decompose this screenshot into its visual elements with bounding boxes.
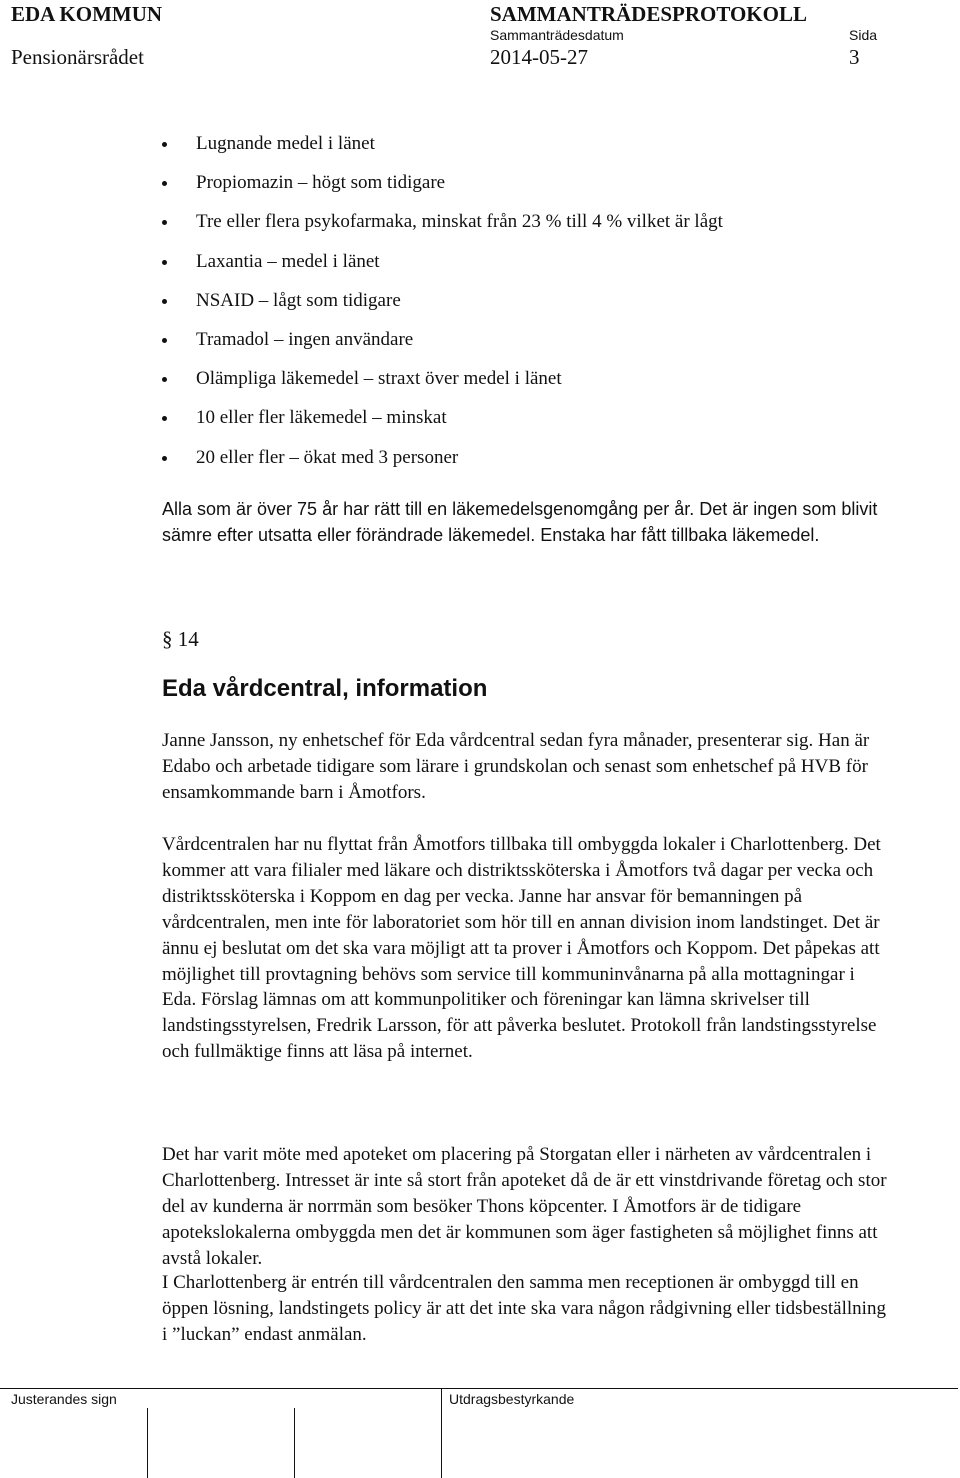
list-item-text: Tramadol – ingen användare <box>196 328 414 350</box>
list-item-text: NSAID – lågt som tidigare <box>196 289 401 311</box>
list-item <box>162 403 723 442</box>
list-item-text: Lugnande medel i länet <box>196 133 375 154</box>
bullet-icon <box>162 220 167 225</box>
list-item-text: 10 eller fler läkemedel – minskat <box>196 407 447 429</box>
bullet-icon <box>162 377 167 382</box>
list-item <box>162 168 723 207</box>
bullet-icon <box>162 181 167 186</box>
paragraph-pharmacy: Det har varit möte med apoteket om placering på Storgatan eller i närheten av vårdcentralen i Charlottenberg. Intresset är inte så stort från apoteket då de är ett vinstdrivande företag och stor del av kunderna är norrmän som besöker Thons köpcenter. I Åmotfors är de tidigare apotekslokalerna ombyggda men det är kommunen som äger fastigheten så möjlighet finns att avstå lokaler. <box>162 1144 887 1269</box>
bullet-icon <box>162 416 167 421</box>
page-number: 3 <box>849 45 860 69</box>
date-label: Sammanträdesdatum <box>490 27 624 43</box>
body-name: Pensionärsrådet <box>11 45 144 69</box>
list-item-text: Laxantia – medel i länet <box>196 250 380 272</box>
paragraph-reception: I Charlottenberg är entrén till vårdcentralen den samma men receptionen är ombyggd till en öppen lösning, landstingets policy är att det inte ska vara någon rådgivning eller tidsbeställning i ”luckan” endast anmälan. <box>162 1272 886 1345</box>
meeting-date: 2014-05-27 <box>490 45 588 69</box>
bullet-icon <box>162 260 167 265</box>
list-item <box>162 364 723 403</box>
utdragsbestyrkande-label: Utdragsbestyrkande <box>449 1391 575 1407</box>
list-item <box>162 325 723 364</box>
list-item <box>162 207 723 246</box>
list-item-text: 20 eller fler – ökat med 3 personer <box>196 446 459 468</box>
paragraph-relocation: Vårdcentralen har nu flyttat från Åmotfors tillbaka till ombyggda lokaler i Charlottenberg. Det kommer att vara filialer med läkare och distriktssköterska i Åmotfors två dagar per vecka och distriktssköterska i Koppom en dag per vecka. Janne har ansvar för bemanningen på vårdcentralen, men inte för laboratoriet som hör till en annan division inom landstinget. Det är ännu ej beslutat om det ska vara möjligt att ta prover i Åmotfors och Koppom. Det påpekas att möjlighet till provtagning behövs som service till kommuninvånarna på alla mottagningar i Eda. Förslag lämnas om att kommunpolitiker och föreningar kan lämna skrivelser till landstingsstyrelsen, Fredrik Larsson, för att påverka beslutet. Protokoll från landstingsstyrelse och fullmäktige finns att läsa på internet. <box>162 834 881 1063</box>
bullet-icon <box>162 142 167 147</box>
list-item-text: Propiomazin – högt som tidigare <box>196 172 446 194</box>
paragraph-introduction: Janne Jansson, ny enhetschef för Eda vårdcentral sedan fyra månader, presenterar sig. Han är Edabo och arbetade tidigare som lärare i grundskolan och senast som enhetschef på HVB för ensamkommande barn i Åmotfors. <box>162 730 870 803</box>
bullet-icon <box>162 299 167 304</box>
signature-box-line <box>294 1408 295 1478</box>
list-item-text: Tre eller flera psykofarmaka, minskat från 23 % till 4 % vilket är lågt <box>196 211 723 233</box>
bullet-icon <box>162 456 167 461</box>
page-label: Sida <box>849 27 878 43</box>
list-item <box>162 443 723 482</box>
list-item <box>162 286 723 325</box>
summary-paragraph: Alla som är över 75 år har rätt till en läkemedelsgenomgång per år. Det är ingen som blivit sämre efter utsatta eller förändrade läkemedel. Enstaka har fått tillbaka läkemedel. <box>162 499 878 545</box>
list-item-text: Olämpliga läkemedel – straxt över medel i länet <box>196 368 562 390</box>
section-title: Eda vårdcentral, information <box>162 675 488 702</box>
justerandes-sign-label: Justerandes sign <box>11 1391 117 1407</box>
list-item <box>162 129 723 168</box>
org-name: EDA KOMMUN <box>11 2 163 26</box>
signature-box-line <box>147 1408 148 1478</box>
footer-divider <box>0 1388 958 1389</box>
statistics-list <box>162 129 723 482</box>
list-item <box>162 247 723 286</box>
document-type: SAMMANTRÄDESPROTOKOLL <box>490 2 807 26</box>
bullet-icon <box>162 338 167 343</box>
section-number: § 14 <box>162 627 199 651</box>
signature-separator <box>441 1388 442 1478</box>
